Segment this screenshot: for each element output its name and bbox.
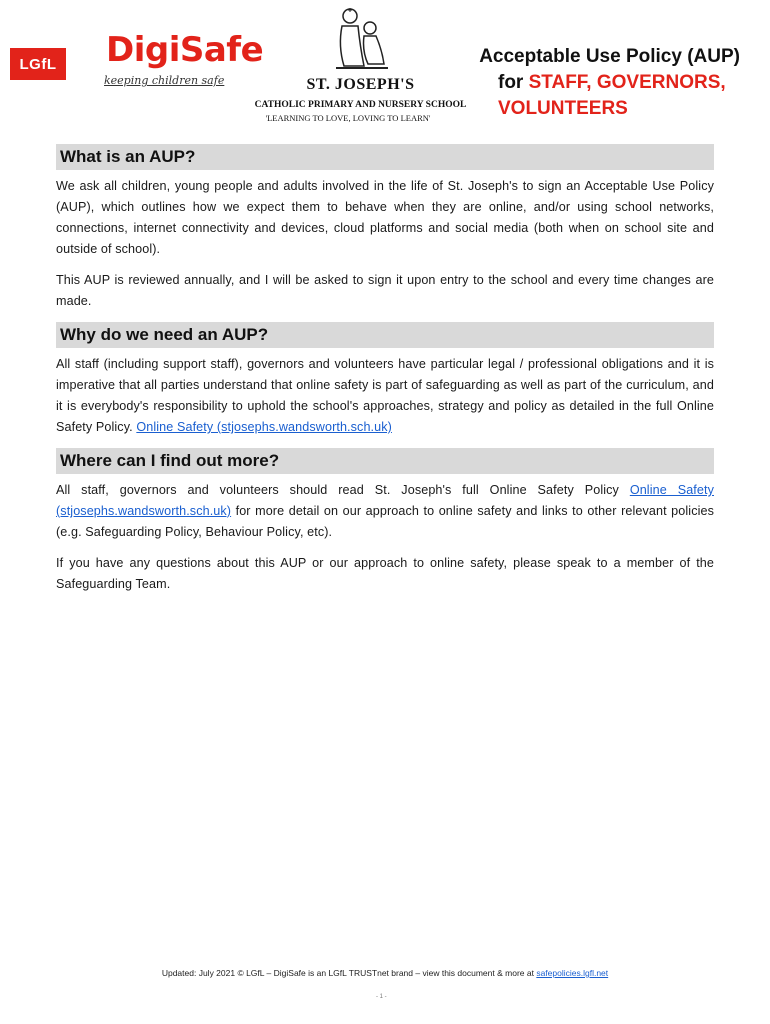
paragraph: [56, 480, 714, 543]
document-footer: [0, 968, 770, 978]
paragraph: We ask all children, young people and adults involved in the life of St. Joseph's to sign an Acceptable Use Policy (AUP), which outlines how we expect them to behave when they are online, and/or using school networks, connections, internet connectivity and devices, cloud platforms and social media (both when on school site and outside of school).: [56, 179, 714, 256]
school-subtitle: CATHOLIC PRIMARY AND NURSERY SCHOOL: [254, 100, 467, 110]
footer-text: Updated: July 2021 © LGfL – DigiSafe is an LGfL TRUSTnet brand – view this document & more at: [161, 968, 537, 978]
online-safety-link[interactable]: Online Safety (stjosephs.wandsworth.sch.uk): [136, 420, 392, 434]
paragraph: This AUP is reviewed annually, and I will be asked to sign it upon entry to the school and every time changes are made.: [56, 273, 714, 308]
digisafe-wordmark: DigiSafe: [106, 30, 264, 70]
document-header: [0, 0, 770, 140]
paragraph-text: All staff, governors and volunteers should read St. Joseph's full Online Safety Policy: [56, 483, 630, 497]
school-logo: [248, 6, 473, 124]
section-heading-find-out-more: Where can I find out more?: [56, 448, 714, 474]
title-audience-1: STAFF, GOVERNORS,: [528, 72, 726, 93]
title-line-1: Acceptable Use Policy (AUP): [479, 46, 740, 67]
paragraph-text: All staff (including support staff), governors and volunteers have particular legal / professional obligations and it is imperative that all parties understand that online safety is part of safeguarding as well as part of the curriculum, and it is everybody's responsibility to uphold the school's approaches, strategy and policy as detailed in the full Online Safety Policy.: [56, 357, 714, 434]
title-for: for: [498, 72, 529, 93]
digisafe-tagline: keeping children safe: [104, 74, 225, 87]
school-motto: 'LEARNING TO LOVE, LOVING TO LEARN': [265, 113, 431, 123]
document-body: [56, 144, 714, 605]
school-name: ST. JOSEPH'S: [306, 76, 415, 93]
document-title: [450, 46, 760, 120]
title-line-2: [450, 72, 760, 94]
school-crest-icon: [330, 6, 392, 72]
title-audience-2: VOLUNTEERS: [498, 98, 628, 119]
section-heading-why-need-aup: Why do we need an AUP?: [56, 322, 714, 348]
digisafe-logo: [100, 30, 264, 100]
page-number: - 1 -: [376, 994, 387, 1000]
safepolicies-link[interactable]: safepolicies.lgfl.net: [536, 968, 609, 978]
lgfl-logo: LGfL: [10, 48, 66, 80]
online-safety-link[interactable]: Online Safety (stjosephs.wandsworth.sch.uk): [56, 483, 714, 518]
paragraph: [56, 354, 714, 438]
section-heading-what-is-aup: What is an AUP?: [56, 144, 714, 170]
paragraph: If you have any questions about this AUP or our approach to online safety, please speak to a member of the Safeguarding Team.: [56, 556, 714, 591]
paragraph-text: for more detail on our approach to online safety and links to other relevant policies (e.g. Safeguarding Policy, Behaviour Policy, etc).: [56, 504, 714, 539]
